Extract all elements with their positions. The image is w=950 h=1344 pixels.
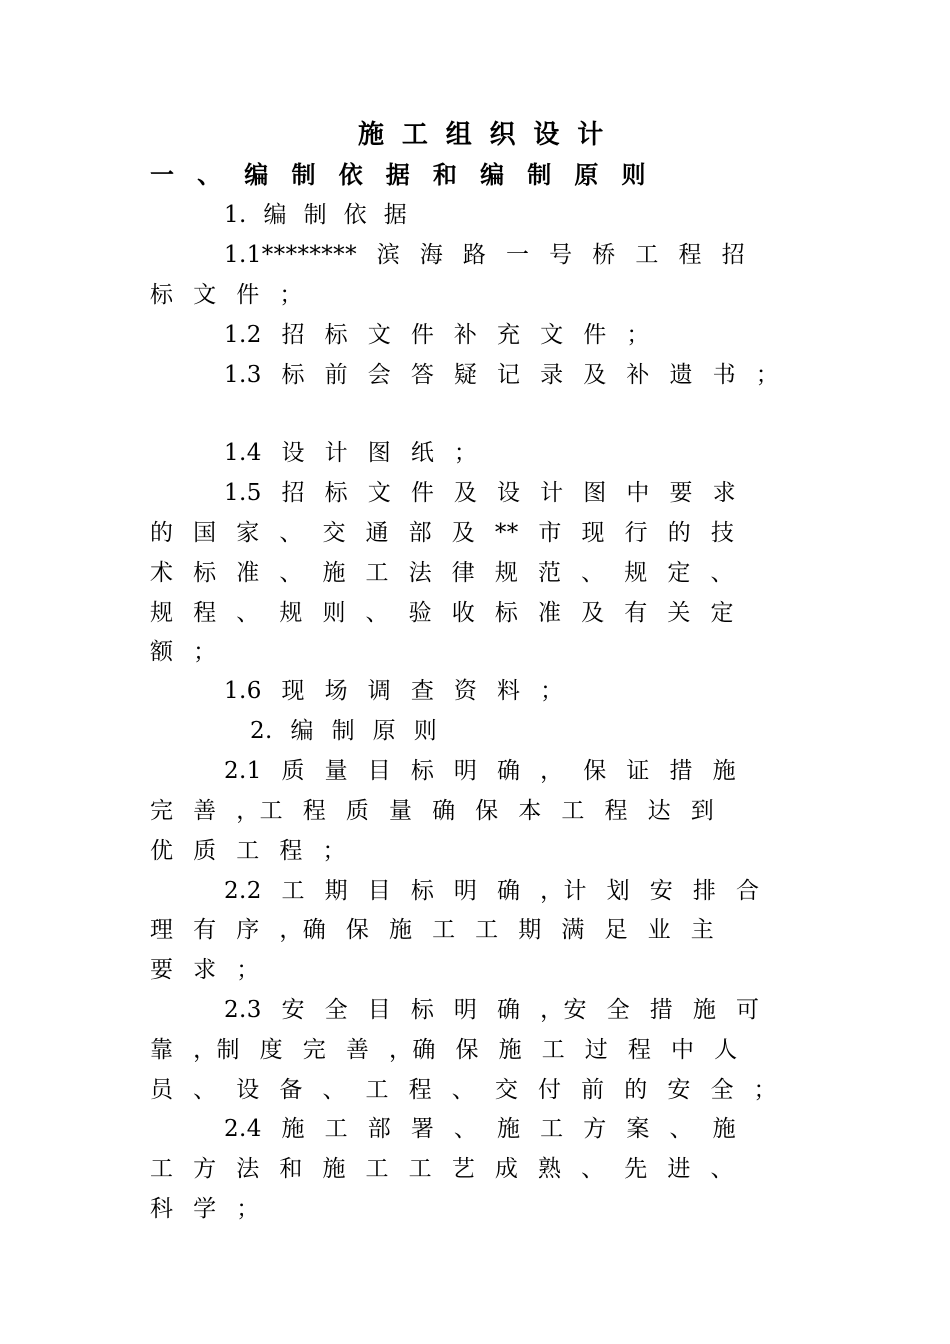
paragraph-line: 规 程 、 规 则 、 验 收 标 准 及 有 关 定 xyxy=(150,600,734,626)
paragraph-line: 工 方 法 和 施 工 工 艺 成 熟 、 先 进 、 xyxy=(150,1156,734,1182)
paragraph-line: 1.3 标 前 会 答 疑 记 录 及 补 遗 书 ； xyxy=(224,362,780,388)
paragraph-line: 1.1******** 滨 海 路 一 号 桥 工 程 招 xyxy=(224,242,745,268)
paragraph-line: 1.5 招 标 文 件 及 设 计 图 中 要 求 xyxy=(224,480,736,506)
paragraph-line: 1.6 现 场 调 查 资 料 ； xyxy=(224,678,564,704)
paragraph-line: 1.4 设 计 图 纸 ； xyxy=(224,440,478,466)
subsection-heading-basis: 1. 编 制 依 据 xyxy=(224,202,408,228)
paragraph-line: 要 求 ； xyxy=(150,957,260,983)
paragraph-line: 2.2 工 期 目 标 明 确 ，计 划 安 排 合 xyxy=(224,878,760,904)
paragraph-line: 完 善 ，工 程 质 量 确 保 本 工 程 达 到 xyxy=(150,798,715,824)
paragraph-line: 2.4 施 工 部 署 、 施 工 方 案 、 施 xyxy=(224,1116,736,1142)
paragraph-line: 优 质 工 程 ； xyxy=(150,838,346,864)
document-title: 施 工 组 织 设 计 xyxy=(358,120,604,150)
subsection-heading-principles: 2. 编 制 原 则 xyxy=(250,718,438,744)
paragraph-line: 2.1 质 量 目 标 明 确 ， 保 证 措 施 xyxy=(224,758,736,784)
paragraph-line: 的 国 家 、 交 通 部 及 ** 市 现 行 的 技 xyxy=(150,520,735,546)
section-heading: 一 、 编 制 依 据 和 编 制 原 则 xyxy=(150,160,646,189)
paragraph-line: 术 标 准 、 施 工 法 律 规 范 、 规 定 、 xyxy=(150,560,734,586)
paragraph-line: 额 ； xyxy=(150,639,217,665)
paragraph-line: 2.3 安 全 目 标 明 确 ，安 全 措 施 可 xyxy=(224,997,760,1023)
paragraph-line: 科 学 ； xyxy=(150,1196,260,1222)
paragraph-line: 1.2 招 标 文 件 补 充 文 件 ； xyxy=(224,322,650,348)
paragraph-line: 靠 ，制 度 完 善 ，确 保 施 工 过 程 中 人 xyxy=(150,1037,738,1063)
paragraph-line: 理 有 序 ，确 保 施 工 工 期 满 足 业 主 xyxy=(150,917,715,943)
paragraph-line: 员 、 设 备 、 工 程 、 交 付 前 的 安 全 ； xyxy=(150,1077,777,1103)
paragraph-line: 标 文 件 ； xyxy=(150,282,303,308)
